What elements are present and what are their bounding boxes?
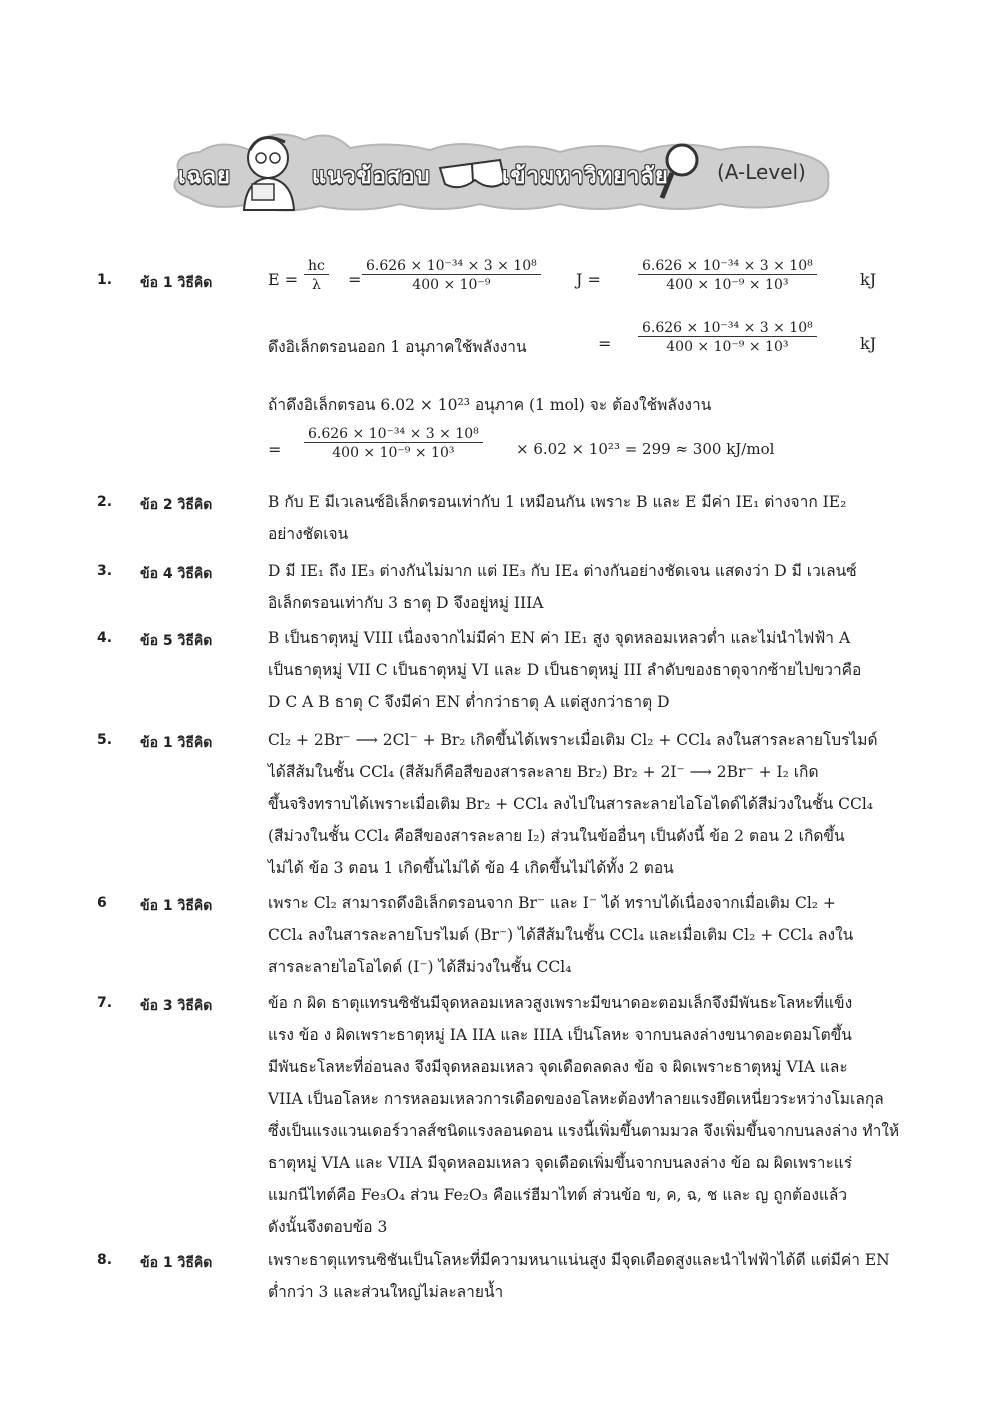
item-explanation	[268, 887, 898, 983]
numerator-expr: 6.626 × 10⁻³⁴ × 3 × 10⁸	[642, 320, 813, 336]
text-line: แรง ข้อ ง ผิดเพราะธาตุหมู่ IA IIA และ IIIA เป็นโลหะ จากบนลงล่างขนาดอะตอมโตขึ้น	[268, 1026, 852, 1044]
text-line: CCl₄ ลงในสารละลายโบรไมด์ (Br⁻) ได้สีส้มในชั้น CCl₄ และเมื่อเติม Cl₂ + CCl₄ ลงใน	[268, 926, 854, 944]
item-label: ข้อ 1 วิธีคิด	[140, 1255, 213, 1271]
unit-kj: kJ	[860, 270, 877, 289]
item-label: ข้อ 3 วิธีคิด	[140, 998, 213, 1014]
item-number: 4.	[97, 630, 113, 646]
text-line: ซึ่งเป็นแรงแวนเดอร์วาลส์ชนิดแรงลอนดอน แรงนี้เพิ่มขึ้นตามมวล จึงเพิ่มขึ้นจากบนลงล่าง ทำให้	[268, 1122, 900, 1140]
item-label: ข้อ 1 วิธีคิด	[140, 275, 213, 291]
text-line: B เป็นธาตุหมู่ VIII เนื่องจากไม่มีค่า EN ค่า IE₁ สูง จุดหลอมเหลวต่ำ และไม่นำไฟฟ้า A	[268, 629, 851, 647]
denominator-lambda: λ	[304, 274, 329, 293]
text-line: (สีม่วงในชั้น CCl₄ คือสีของสารละลาย I₂) ส่วนในข้ออื่นๆ เป็นดังนี้ ข้อ 2 ตอน 2 เกิดขึ้น	[268, 827, 845, 845]
denominator-expr: 400 × 10⁻⁹ × 10³	[304, 442, 483, 461]
text-line: อย่างชัดเจน	[268, 525, 349, 543]
text-line: เป็นธาตุหมู่ VII C เป็นธาตุหมู่ VI และ D เป็นธาตุหมู่ III ลำดับของธาตุจากซ้ายไปขวาคือ	[268, 661, 862, 679]
item-number: 2.	[97, 494, 113, 510]
equals-sign: =	[598, 334, 612, 353]
item-explanation	[268, 486, 898, 550]
fraction-hc-lambda	[304, 258, 329, 293]
item-explanation	[268, 724, 898, 884]
numerator-hc: hc	[308, 258, 325, 274]
item-explanation	[268, 555, 898, 619]
unit-kj: kJ	[860, 334, 877, 353]
text-line: D มี IE₁ ถึง IE₃ ต่างกันไม่มาก แต่ IE₃ กับ IE₄ ต่างกันอย่างชัดเจน แสดงว่า D มี เวเลนซ์	[268, 562, 857, 580]
item-label: ข้อ 1 วิธีคิด	[140, 735, 213, 751]
text-line: ต่ำกว่า 3 และส่วนใหญ่ไม่ละลายน้ำ	[268, 1283, 504, 1301]
item-label: ข้อ 2 วิธีคิด	[140, 497, 213, 513]
text-line: D C A B ธาตุ C จึงมีค่า EN ต่ำกว่าธาตุ A แต่สูงกว่าธาตุ D	[268, 693, 670, 711]
molar-energy-result: × 6.02 × 10²³ = 299 ≈ 300 kJ/mol	[516, 440, 775, 458]
text-line: เพราะ Cl₂ สามารถดึงอิเล็กตรอนจาก Br⁻ และ I⁻ ได้ ทราบได้เนื่องจากเมื่อเติม Cl₂ +	[268, 894, 836, 912]
text-line: ดังนั้นจึงตอบข้อ 3	[268, 1218, 388, 1236]
per-mole-text: ถ้าดึงอิเล็กตรอน 6.02 × 10²³ อนุภาค (1 mol) จะ ต้องใช้พลังงาน	[268, 396, 712, 414]
text-line: ข้อ ก ผิด ธาตุแทรนซิชันมีจุดหลอมเหลวสูงเพราะมีขนาดอะตอมเล็กจึงมีพันธะโลหะที่แข็ง	[268, 994, 853, 1012]
text-line: VIIA เป็นอโลหะ การหลอมเหลวการเดือดของอโลหะต้องทำลายแรงยึดเหนี่ยวระหว่างโมเลกุล	[268, 1090, 884, 1108]
text-line: เพราะธาตุแทรนซิชันเป็นโลหะที่มีความหนาแน่นสูง มีจุดเดือดสูงและนำไฟฟ้าได้ดี แต่มีค่า EN	[268, 1251, 890, 1269]
item-explanation	[268, 622, 898, 718]
text-line: อิเล็กตรอนเท่ากับ 3 ธาตุ D จึงอยู่หมู่ IIIA	[268, 594, 544, 612]
text-line: ได้สีส้มในชั้น CCl₄ (สีส้มก็คือสีของสารละลาย Br₂) Br₂ + 2I⁻ ⟶ 2Br⁻ + I₂ เกิด	[268, 763, 819, 781]
text-line: มีพันธะโลหะที่อ่อนลง จึงมีจุดหลอมเหลว จุดเดือดลดลง ข้อ จ ผิดเพราะธาตุหมู่ VIA และ	[268, 1058, 848, 1076]
header-level: (A-Level)	[717, 160, 806, 184]
item-label: ข้อ 1 วิธีคิด	[140, 898, 213, 914]
item-label: ข้อ 4 วิธีคิด	[140, 566, 213, 582]
fraction-kilojoules	[638, 258, 817, 293]
energy-symbol: E =	[268, 270, 299, 289]
denominator-expr: 400 × 10⁻⁹ × 10³	[638, 336, 817, 355]
numerator-expr: 6.626 × 10⁻³⁴ × 3 × 10⁸	[308, 426, 479, 442]
item-label: ข้อ 5 วิธีคิด	[140, 633, 213, 649]
equals-sign: =	[348, 270, 362, 289]
fraction-joules	[362, 258, 541, 293]
text-line: B กับ E มีเวเลนซ์อิเล็กตรอนเท่ากับ 1 เหมือนกัน เพราะ B และ E มีค่า IE₁ ต่างจาก IE₂	[268, 493, 847, 511]
numerator-expr: 6.626 × 10⁻³⁴ × 3 × 10⁸	[642, 258, 813, 274]
item-number: 1.	[97, 272, 113, 288]
item-explanation	[268, 1244, 898, 1308]
header-word-university: เข้ามหาวิทยาลัย	[502, 164, 669, 189]
item-number: 5.	[97, 732, 113, 748]
numerator-expr: 6.626 × 10⁻³⁴ × 3 × 10⁸	[366, 258, 537, 274]
header-word-answer: เฉลย	[178, 164, 231, 189]
equals-sign: =	[268, 440, 282, 459]
text-line: ธาตุหมู่ VIA และ VIIA มีจุดหลอมเหลว จุดเดือดเพิ่มขึ้นจากบนลงล่าง ข้อ ฌ ผิดเพราะแร่	[268, 1154, 853, 1172]
item-number: 8.	[97, 1252, 113, 1268]
denominator-expr: 400 × 10⁻⁹	[362, 274, 541, 293]
denominator-expr: 400 × 10⁻⁹ × 10³	[638, 274, 817, 293]
item-explanation	[268, 987, 898, 1243]
fraction-kilojoules-2	[638, 320, 817, 355]
fraction-kilojoules-3	[304, 426, 483, 461]
unit-joule: J =	[576, 270, 601, 289]
item-number: 7.	[97, 995, 113, 1011]
text-line: Cl₂ + 2Br⁻ ⟶ 2Cl⁻ + Br₂ เกิดขึ้นได้เพราะเมื่อเติม Cl₂ + CCl₄ ลงในสารละลายโบรไมด์	[268, 731, 878, 749]
text-line: สารละลายไอโอไดด์ (I⁻) ได้สีม่วงในชั้น CCl₄	[268, 958, 572, 976]
header-banner	[160, 120, 840, 230]
header-word-exam-guide: แนวข้อสอบ	[312, 164, 431, 189]
item-number: 6	[97, 895, 107, 911]
text-line: แมกนีไทต์คือ Fe₃O₄ ส่วน Fe₂O₃ คือแร่ฮีมาไทต์ ส่วนข้อ ข, ค, ฉ, ช และ ญ ถูกต้องแล้ว	[268, 1186, 848, 1204]
item-number: 3.	[97, 563, 113, 579]
text-line: ขึ้นจริงทราบได้เพราะเมื่อเติม Br₂ + CCl₄ ลงไปในสารละลายไอโอไดด์ได้สีม่วงในชั้น CCl₄	[268, 795, 874, 813]
per-particle-text: ดึงอิเล็กตรอนออก 1 อนุภาคใช้พลังงาน	[268, 338, 527, 356]
text-line: ไม่ได้ ข้อ 3 ตอน 1 เกิดขึ้นไม่ได้ ข้อ 4 เกิดขึ้นไม่ได้ทั้ง 2 ตอน	[268, 859, 674, 877]
